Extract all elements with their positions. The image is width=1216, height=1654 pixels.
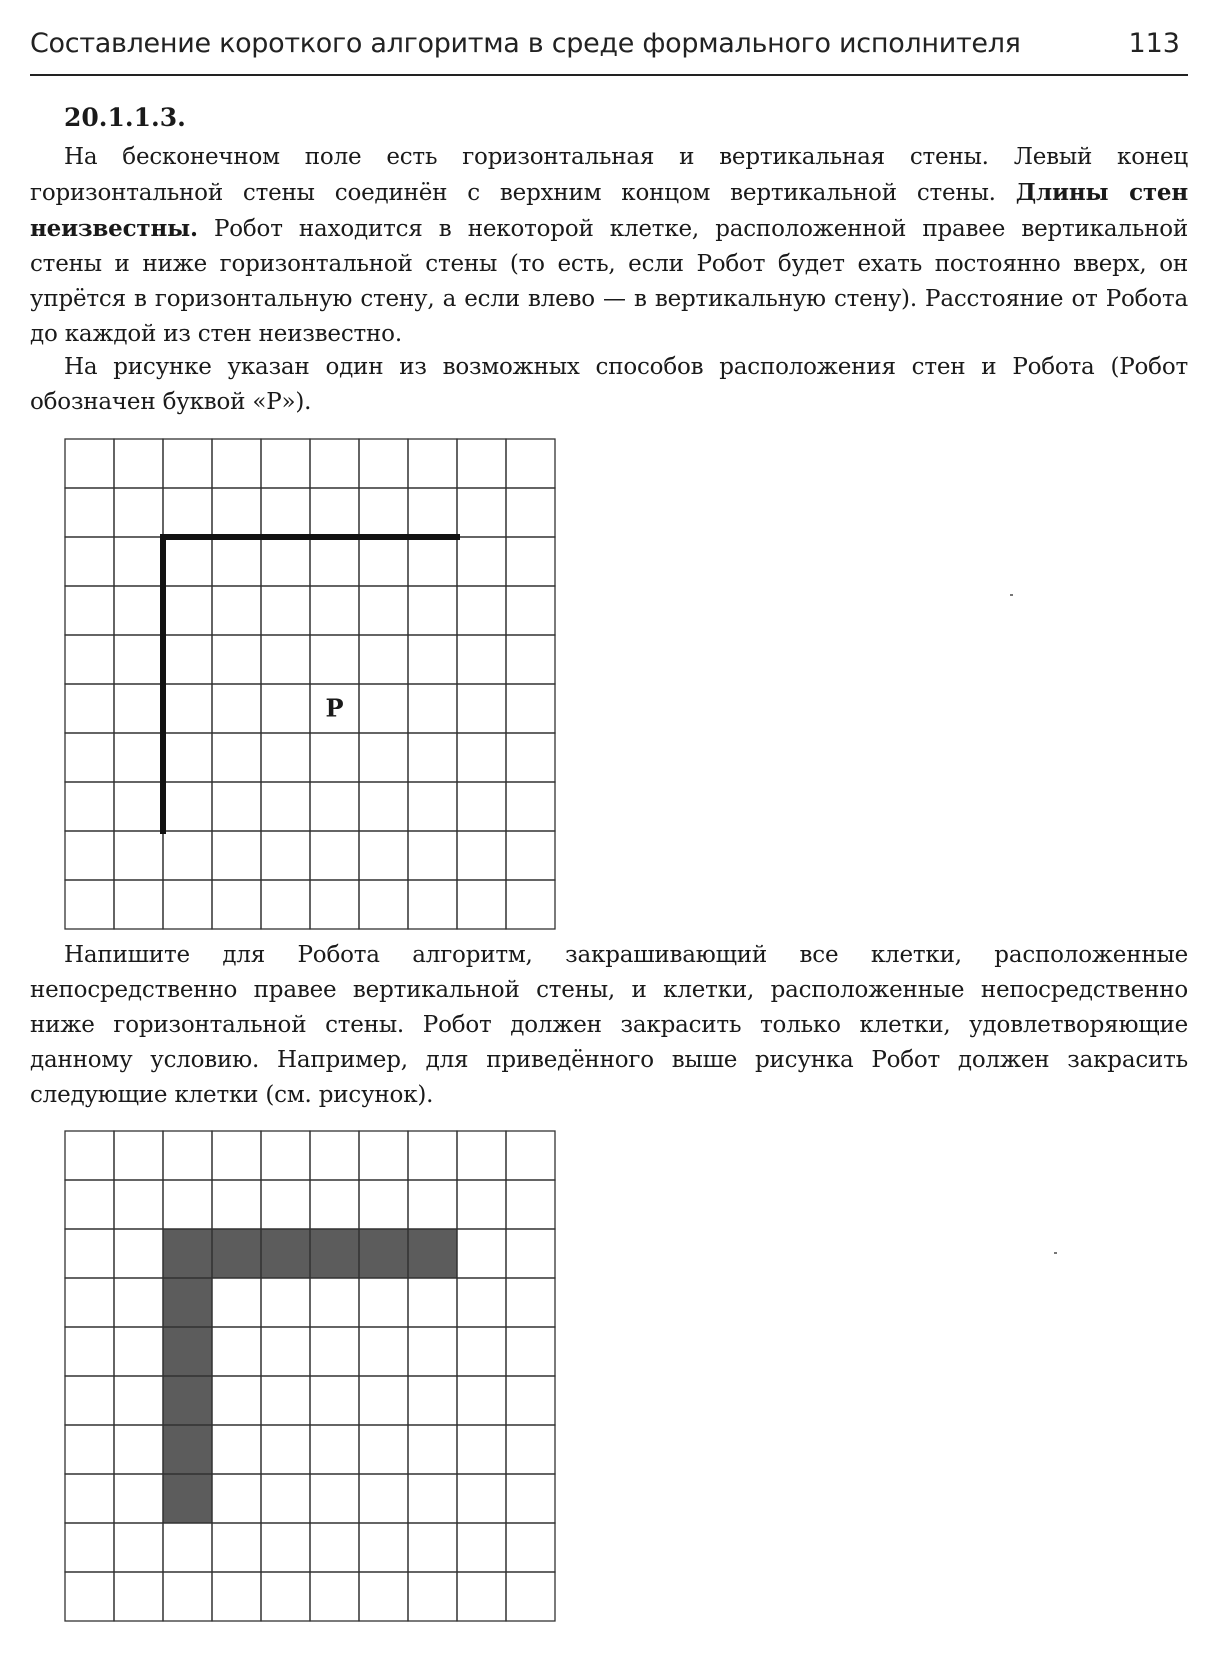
grid-cell xyxy=(212,488,261,537)
grid-cell xyxy=(261,537,310,586)
grid-cell xyxy=(65,1180,114,1229)
painted-cell xyxy=(163,1474,212,1523)
grid-cell xyxy=(65,586,114,635)
grid-cell xyxy=(212,1376,261,1425)
grid-cell xyxy=(212,831,261,880)
grid-cell xyxy=(359,1376,408,1425)
grid-cell xyxy=(65,1327,114,1376)
grid-cell xyxy=(65,733,114,782)
grid-cell xyxy=(506,488,555,537)
task-paragraph-2: На рисунке указан один из возможных способов расположения стен и Робота (Робот обозначен буквой «Р»). xyxy=(30,354,1188,415)
grid-cell xyxy=(506,880,555,929)
grid-cell xyxy=(408,635,457,684)
grid-cell xyxy=(359,1131,408,1180)
grid-cell xyxy=(457,1474,506,1523)
grid-cell xyxy=(408,782,457,831)
grid-cell xyxy=(359,880,408,929)
grid-cell xyxy=(506,1278,555,1327)
grid-cell xyxy=(114,733,163,782)
grid-cell xyxy=(506,1229,555,1278)
task-number: 20.1.1.3. xyxy=(64,103,186,132)
grid-cell xyxy=(310,1131,359,1180)
grid-cell xyxy=(408,1425,457,1474)
grid-cell xyxy=(457,782,506,831)
grid-cell xyxy=(212,1278,261,1327)
grid-cell xyxy=(261,733,310,782)
grid-cell xyxy=(212,537,261,586)
grid-cell xyxy=(359,1278,408,1327)
grid-cell xyxy=(65,1425,114,1474)
grid-cell xyxy=(65,684,114,733)
grid-cell xyxy=(261,880,310,929)
grid-cell xyxy=(114,1131,163,1180)
grid-cell xyxy=(310,880,359,929)
grid-cell xyxy=(310,782,359,831)
grid-cell xyxy=(310,1376,359,1425)
grid-cell xyxy=(310,1278,359,1327)
painted-cell xyxy=(163,1278,212,1327)
grid-cell xyxy=(114,586,163,635)
grid-cell xyxy=(114,1180,163,1229)
grid-cell xyxy=(261,1376,310,1425)
grid-cell xyxy=(163,782,212,831)
grid-cell xyxy=(65,831,114,880)
grid-cell xyxy=(408,1278,457,1327)
grid-cell xyxy=(506,733,555,782)
grid-cell xyxy=(212,439,261,488)
grid-cell xyxy=(457,537,506,586)
grid-cell xyxy=(310,488,359,537)
grid-cell xyxy=(65,782,114,831)
grid-cell xyxy=(261,1278,310,1327)
grid-cell xyxy=(359,733,408,782)
grid-cell xyxy=(65,1474,114,1523)
grid-cell xyxy=(506,1327,555,1376)
grid-cell xyxy=(261,1572,310,1621)
grid-cell xyxy=(408,1474,457,1523)
grid-cell xyxy=(114,880,163,929)
grid-cell xyxy=(359,782,408,831)
grid-cell xyxy=(457,1131,506,1180)
grid-cell xyxy=(114,1229,163,1278)
grid-cell xyxy=(408,586,457,635)
grid-cell xyxy=(408,684,457,733)
grid-cell xyxy=(457,1278,506,1327)
grid-cell xyxy=(114,831,163,880)
page-number: 113 xyxy=(1128,28,1180,59)
painted-result-figure xyxy=(64,1130,556,1622)
grid-cell xyxy=(359,1474,408,1523)
grid-cell xyxy=(114,1572,163,1621)
grid-cell xyxy=(310,1474,359,1523)
grid-cell xyxy=(310,635,359,684)
grid-cell xyxy=(359,1327,408,1376)
grid-cell xyxy=(359,1425,408,1474)
robot-field-figure xyxy=(64,438,556,930)
grid-cell xyxy=(114,1376,163,1425)
grid-cell xyxy=(457,1180,506,1229)
grid-cell xyxy=(359,586,408,635)
grid-cell xyxy=(163,1523,212,1572)
paragraph-1-bold-text: Длины стен неизвестны. xyxy=(30,179,1189,242)
grid-cell xyxy=(261,831,310,880)
grid-cell xyxy=(114,1327,163,1376)
grid-cell xyxy=(261,586,310,635)
grid-cell xyxy=(310,537,359,586)
grid-cell xyxy=(310,439,359,488)
grid-cell xyxy=(65,1523,114,1572)
grid-cell xyxy=(359,537,408,586)
grid-cell xyxy=(212,1523,261,1572)
grid-cell xyxy=(163,684,212,733)
grid-cell xyxy=(65,1229,114,1278)
grid-cell xyxy=(65,439,114,488)
grid-cell xyxy=(163,439,212,488)
grid-cell xyxy=(457,1425,506,1474)
grid-cell xyxy=(359,831,408,880)
grid-cell xyxy=(408,1572,457,1621)
grid-cell xyxy=(457,439,506,488)
robot-marker: Р xyxy=(325,693,344,723)
grid-cell xyxy=(261,684,310,733)
grid-cell xyxy=(408,1180,457,1229)
grid-cell xyxy=(261,1523,310,1572)
grid-cell xyxy=(359,635,408,684)
painted-cell xyxy=(163,1327,212,1376)
grid-cell xyxy=(310,733,359,782)
grid-cell xyxy=(261,1474,310,1523)
grid-cell xyxy=(506,831,555,880)
painted-cell xyxy=(408,1229,457,1278)
grid-cell xyxy=(310,1180,359,1229)
grid-cell xyxy=(457,880,506,929)
grid-cell xyxy=(359,488,408,537)
grid-cell xyxy=(114,635,163,684)
grid-cell xyxy=(212,733,261,782)
task-paragraph-3: Напишите для Робота алгоритм, закрашивающий все клетки, расположенные непосредственно правее вертикальной стены, и клетки, расположенные непосредственно ниже горизонтальной стены. Робот должен закрасить только клетки, удовлетворяющие данному условию. Например, для приведённого выше рисунка Робот должен закрасить следующие клетки (см. рисунок). xyxy=(30,942,1188,1108)
paragraph-1-text-end: Робот находится в некоторой клетке, расположенной правее вертикальной стены и ниже горизонтальной стены (то есть, если Робот будет ехать постоянно вверх, он упрётся в горизонтальную стену, а если влево — в вертикальную стену). Расстояние от Робота до каждой из стен неизвестно. xyxy=(30,216,1188,347)
grid-cell xyxy=(506,635,555,684)
grid-cell xyxy=(506,1523,555,1572)
grid-cell xyxy=(261,1180,310,1229)
grid-cell xyxy=(408,488,457,537)
grid-cell xyxy=(261,1327,310,1376)
grid-cell xyxy=(310,586,359,635)
grid-cell xyxy=(457,1376,506,1425)
grid-cell xyxy=(506,586,555,635)
grid-cell xyxy=(114,488,163,537)
grid-cell xyxy=(212,1131,261,1180)
task-paragraph-1 xyxy=(30,140,1188,352)
grid-cell xyxy=(65,880,114,929)
grid-cell xyxy=(212,1474,261,1523)
grid-cell xyxy=(506,1131,555,1180)
grid-cell xyxy=(163,635,212,684)
grid-cell xyxy=(114,782,163,831)
grid-cell xyxy=(261,439,310,488)
grid-cell xyxy=(65,1376,114,1425)
grid-cell xyxy=(408,1327,457,1376)
grid-cell xyxy=(65,537,114,586)
grid-cell xyxy=(114,1278,163,1327)
grid-cell xyxy=(457,635,506,684)
grid-cell xyxy=(506,684,555,733)
grid-cell xyxy=(212,1180,261,1229)
grid-cell xyxy=(310,1523,359,1572)
grid-cell xyxy=(65,488,114,537)
grid-cell xyxy=(359,684,408,733)
grid-cell xyxy=(65,635,114,684)
grid-cell xyxy=(114,684,163,733)
grid-cell xyxy=(506,439,555,488)
grid-cell xyxy=(408,1523,457,1572)
painted-cell xyxy=(163,1425,212,1474)
grid-cell xyxy=(163,831,212,880)
grid-cell xyxy=(310,1425,359,1474)
grid-cell xyxy=(408,1376,457,1425)
grid-cell xyxy=(212,1572,261,1621)
grid-cell xyxy=(457,488,506,537)
grid-cell xyxy=(212,782,261,831)
scan-speck xyxy=(1054,1252,1057,1254)
grid-cell xyxy=(506,782,555,831)
grid-cell xyxy=(212,635,261,684)
painted-cell xyxy=(261,1229,310,1278)
grid-cell xyxy=(114,1523,163,1572)
painted-cell xyxy=(163,1376,212,1425)
grid-cell xyxy=(457,586,506,635)
page-header xyxy=(30,22,1188,76)
grid-cell xyxy=(408,1131,457,1180)
grid-cell xyxy=(506,1572,555,1621)
grid-cell xyxy=(163,1572,212,1621)
grid-cell xyxy=(114,537,163,586)
grid-cell xyxy=(457,1327,506,1376)
painted-cell xyxy=(163,1229,212,1278)
grid-cell xyxy=(114,439,163,488)
grid-cell xyxy=(457,1572,506,1621)
grid-cell xyxy=(114,1425,163,1474)
grid-cell xyxy=(408,880,457,929)
running-title: Составление короткого алгоритма в среде формального исполнителя xyxy=(30,28,1021,59)
grid-cell xyxy=(65,1131,114,1180)
grid-cell xyxy=(359,1572,408,1621)
scan-speck xyxy=(1010,594,1013,596)
grid-cell xyxy=(261,1131,310,1180)
grid-cell xyxy=(163,1131,212,1180)
grid-cell xyxy=(408,733,457,782)
grid-cell xyxy=(163,488,212,537)
grid-cell xyxy=(212,1425,261,1474)
grid-cell xyxy=(212,684,261,733)
painted-cell xyxy=(359,1229,408,1278)
grid-cell xyxy=(212,1327,261,1376)
grid-cell xyxy=(359,1180,408,1229)
grid-cell xyxy=(261,782,310,831)
grid-cell xyxy=(114,1474,163,1523)
grid-cell xyxy=(506,1474,555,1523)
grid-cell xyxy=(212,880,261,929)
grid-cell xyxy=(506,1180,555,1229)
grid-cell xyxy=(261,635,310,684)
grid-cell xyxy=(163,537,212,586)
grid-cell xyxy=(457,1523,506,1572)
grid-cell xyxy=(310,1327,359,1376)
grid-cell xyxy=(457,733,506,782)
painted-cell xyxy=(310,1229,359,1278)
grid-cell xyxy=(163,733,212,782)
grid-cell xyxy=(457,1229,506,1278)
grid-cell xyxy=(163,880,212,929)
painted-cell xyxy=(212,1229,261,1278)
grid-cell xyxy=(310,831,359,880)
grid-cell xyxy=(359,1523,408,1572)
grid-cell xyxy=(65,1278,114,1327)
grid-cell xyxy=(408,537,457,586)
grid-cell xyxy=(506,1376,555,1425)
grid-cell xyxy=(408,831,457,880)
grid-cell xyxy=(65,1572,114,1621)
grid-cell xyxy=(506,1425,555,1474)
grid-cell xyxy=(457,684,506,733)
grid-cell xyxy=(163,586,212,635)
paragraph-1-text-start: На бесконечном поле есть горизонтальная и вертикальная стены. Левый конец горизонтальной стены соединён с верхним концом вертикальной стены. xyxy=(30,144,1188,206)
grid-cell xyxy=(359,439,408,488)
grid-cell xyxy=(261,488,310,537)
grid-cell xyxy=(261,1425,310,1474)
grid-cell xyxy=(408,439,457,488)
grid-cell xyxy=(457,831,506,880)
grid-cell xyxy=(310,1572,359,1621)
grid-cell xyxy=(506,537,555,586)
grid-cell xyxy=(212,586,261,635)
grid-cell xyxy=(163,1180,212,1229)
